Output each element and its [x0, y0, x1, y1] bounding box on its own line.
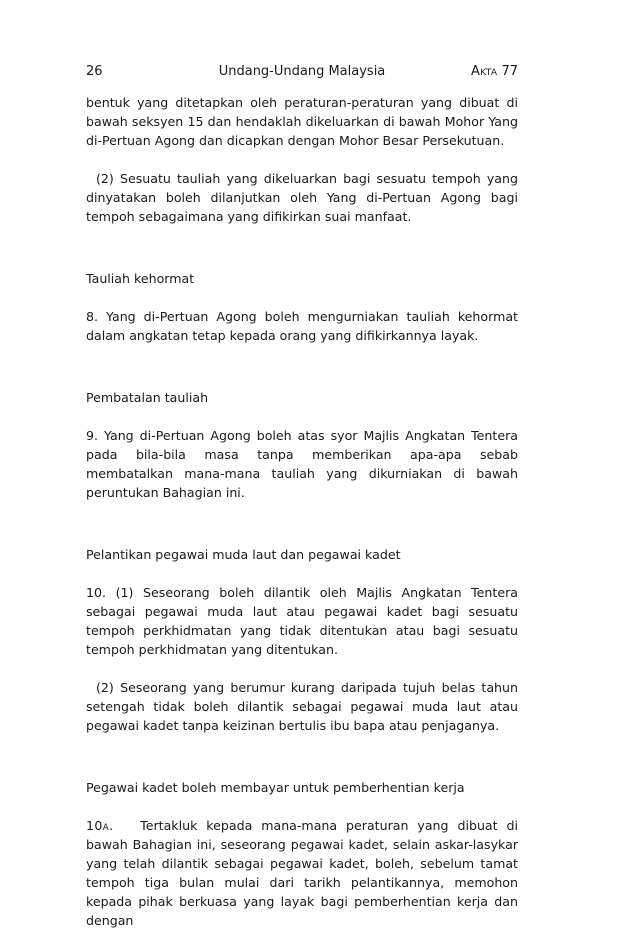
- section-heading-pegawai-kadet: Pegawai kadet boleh membayar untuk pemberhentian kerja: [86, 780, 465, 795]
- section-10-1: 10. (1) Seseorang boleh dilantik oleh Majlis Angkatan Tentera sebagai pegawai muda laut atau pegawai kadet bagi sesuatu tempoh perkhidmatan yang tidak ditentukan atau bagi sesuatu tempoh perkhidmatan yang ditentukan.: [86, 585, 518, 657]
- section-10a-text: Tertakluk kepada mana-mana peraturan yang dibuat di bawah Bahagian ini, seseorang pegawai kadet, selain askar-lasykar yang telah dilantik sebagai pegawai kadet, boleh, sebelum tamat tempoh tiga bulan mulai dari tarikh pelantikannya, memohon kepada pihak berkuasa yang layak bagi pemberhentian kerja dan dengan: [86, 818, 518, 928]
- section-10-2: (2) Seseorang yang berumur kurang daripada tujuh belas tahun setengah tidak boleh dilantik sebagai pegawai muda laut atau pegawai kadet tanpa keizinan bertulis ibu bapa atau penjaganya.: [86, 680, 518, 733]
- subsection-2: (2) Sesuatu tauliah yang dikeluarkan bagi sesuatu tempoh yang dinyatakan boleh dilanjutkan oleh Yang di-Pertuan Agong bagi tempoh sebagaimana yang difikirkan suai manfaat.: [86, 171, 518, 224]
- section-heading-pelantikan: Pelantikan pegawai muda laut dan pegawai kadet: [86, 547, 401, 562]
- act-number: 77: [501, 64, 518, 79]
- section-heading-tauliah-kehormat: Tauliah kehormat: [86, 271, 195, 286]
- page-body: [86, 93, 518, 930]
- section-heading-pembatalan-tauliah: Pembatalan tauliah: [86, 390, 209, 405]
- header-title: Undang-Undang Malaysia: [218, 64, 386, 79]
- paragraph-continuation: bentuk yang ditetapkan oleh peraturan-peraturan yang dibuat di bawah seksyen 15 dan hendaklah dikeluarkan di bawah Mohor Yang di-Pertuan Agong dan dicapkan dengan Mohor Besar Persekutuan.: [86, 95, 518, 148]
- section-10a: [86, 816, 518, 930]
- act-reference: [471, 62, 518, 82]
- section-9: 9. Yang di-Pertuan Agong boleh atas syor Majlis Angkatan Tentera pada bila-bila masa tanpa memberikan apa-apa sebab membatalkan mana-mana tauliah yang dikurniakan di bawah peruntukan Bahagian ini.: [86, 428, 518, 500]
- act-prefix: Akta: [471, 64, 498, 79]
- page-number: 26: [86, 64, 103, 79]
- document-page: [86, 62, 518, 928]
- section-8: 8. Yang di-Pertuan Agong boleh mengurniakan tauliah kehormat dalam angkatan tetap kepada orang yang difikirkannya layak.: [86, 309, 518, 343]
- page-header: [86, 62, 518, 82]
- section-10a-number: 10a.: [86, 818, 114, 833]
